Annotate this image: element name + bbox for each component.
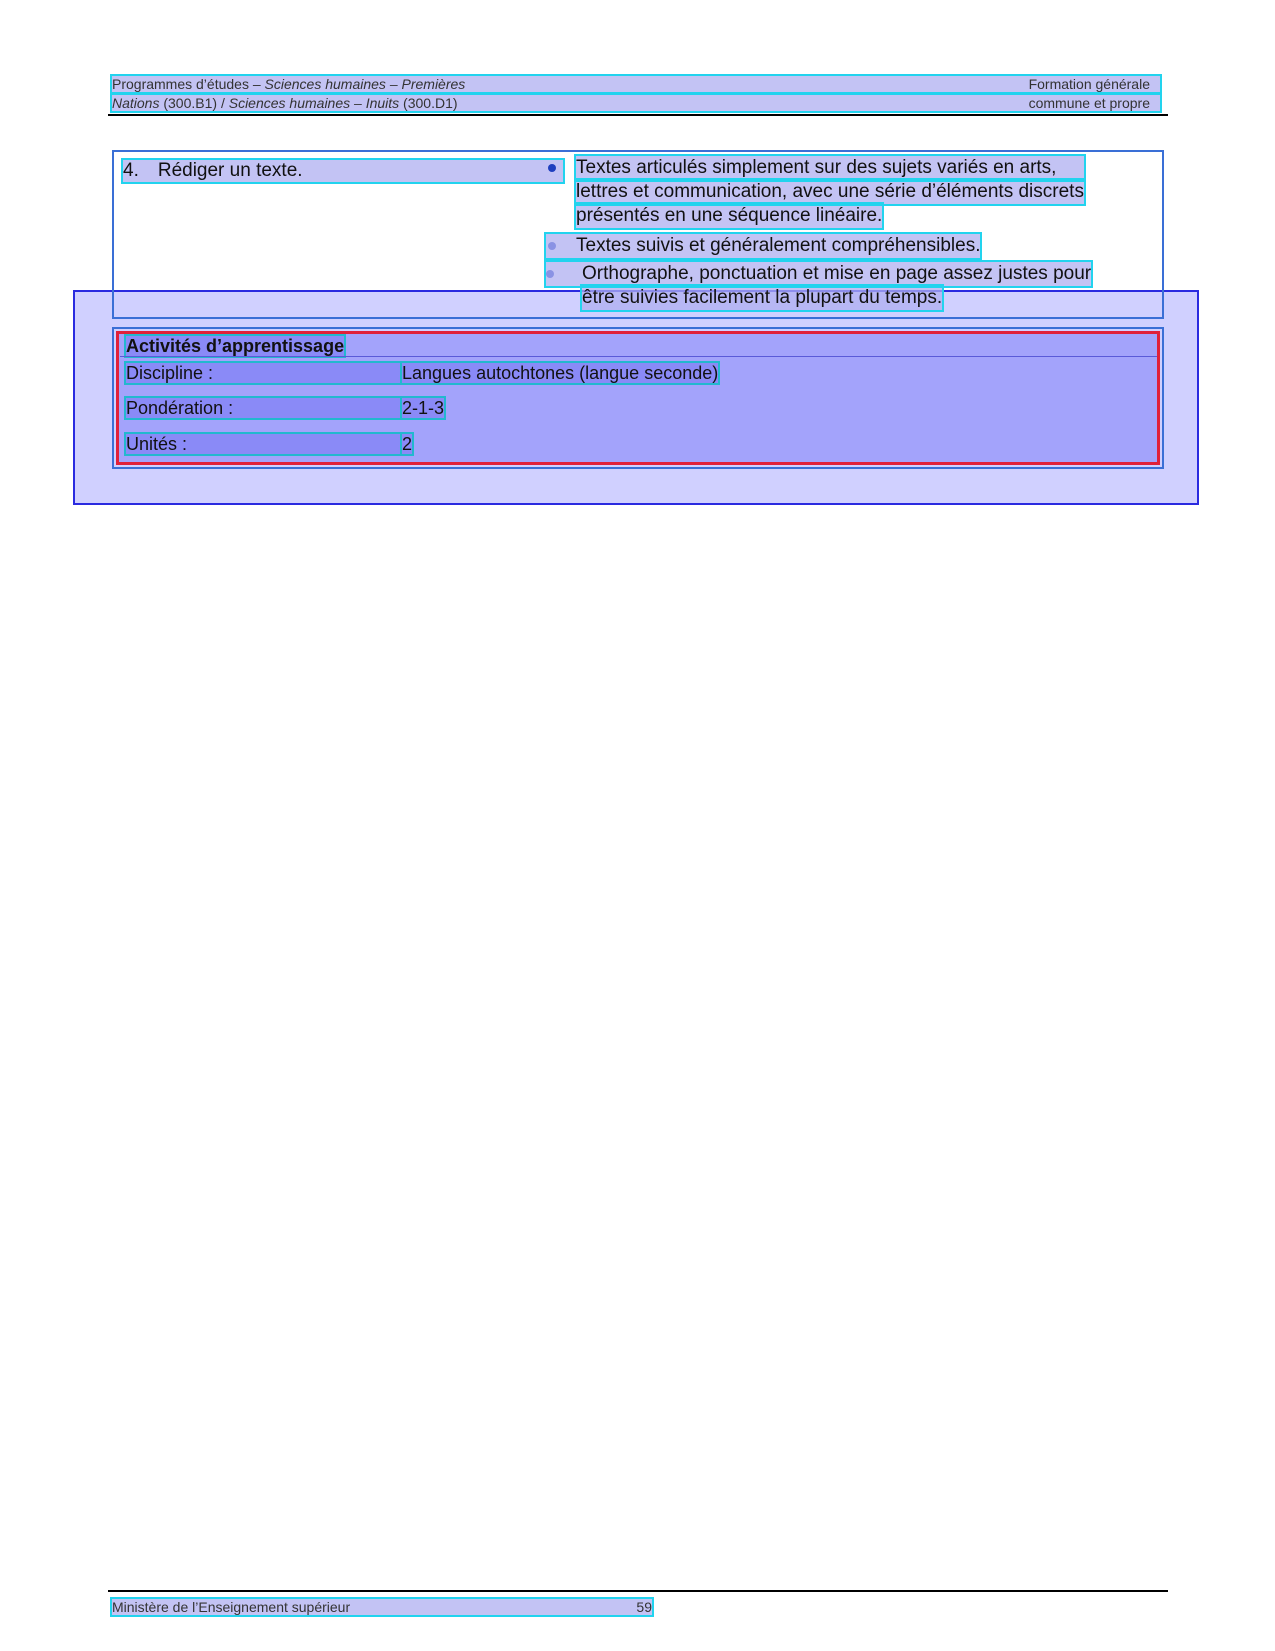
- activities-title: Activités d’apprentissage: [126, 336, 345, 356]
- criterion-3: [546, 262, 1091, 310]
- criterion-1-line-1: Textes articulés simplement sur des sujets variés en arts,: [576, 156, 1084, 180]
- header-line-1: [112, 76, 1160, 92]
- unites-value: 2: [402, 434, 413, 454]
- header-nations: Nations: [112, 95, 160, 111]
- header-line-2: [112, 95, 1160, 111]
- header-code-2: (300.D1): [399, 95, 458, 111]
- ponderation-label: Pondération :: [126, 398, 400, 418]
- footer: [112, 1599, 652, 1615]
- footer-ministry: Ministère de l’Enseignement supérieur: [112, 1599, 351, 1615]
- bullet-icon: [548, 164, 556, 172]
- header-program-title: Sciences humaines – Premières: [264, 76, 466, 92]
- footer-rule: [108, 1590, 1168, 1592]
- header-formation: Formation générale: [1028, 76, 1150, 92]
- header-program-prefix: Programmes d’études –: [112, 76, 265, 92]
- criterion-1: [576, 156, 1084, 228]
- activities-divider: [120, 356, 1157, 357]
- discipline-value: Langues autochtones (langue seconde): [402, 363, 719, 383]
- criterion-2-line-1: Textes suivis et généralement compréhensibles.: [546, 234, 980, 258]
- header-rule: [108, 114, 1168, 116]
- page-number: 59: [636, 1599, 652, 1615]
- discipline-label: Discipline :: [126, 363, 400, 383]
- criterion-1-line-2: lettres et communication, avec une série d’éléments discrets: [576, 181, 1084, 202]
- unites-label: Unités :: [126, 434, 400, 454]
- header-code-1: (300.B1) /: [159, 95, 229, 111]
- competency-title: 4. Rédiger un texte.: [123, 160, 563, 182]
- criterion-3-line-2: être suivies facilement la plupart du temps.: [582, 287, 943, 308]
- ponderation-value: 2-1-3: [402, 398, 445, 418]
- criterion-3-line-1: Orthographe, ponctuation et mise en page assez justes pour: [546, 262, 1091, 286]
- header-inuits: Sciences humaines – Inuits: [228, 95, 400, 111]
- header-commune: commune et propre: [1028, 95, 1150, 111]
- criterion-1-line-3: présentés en une séquence linéaire.: [576, 205, 883, 226]
- criterion-2: [546, 234, 980, 258]
